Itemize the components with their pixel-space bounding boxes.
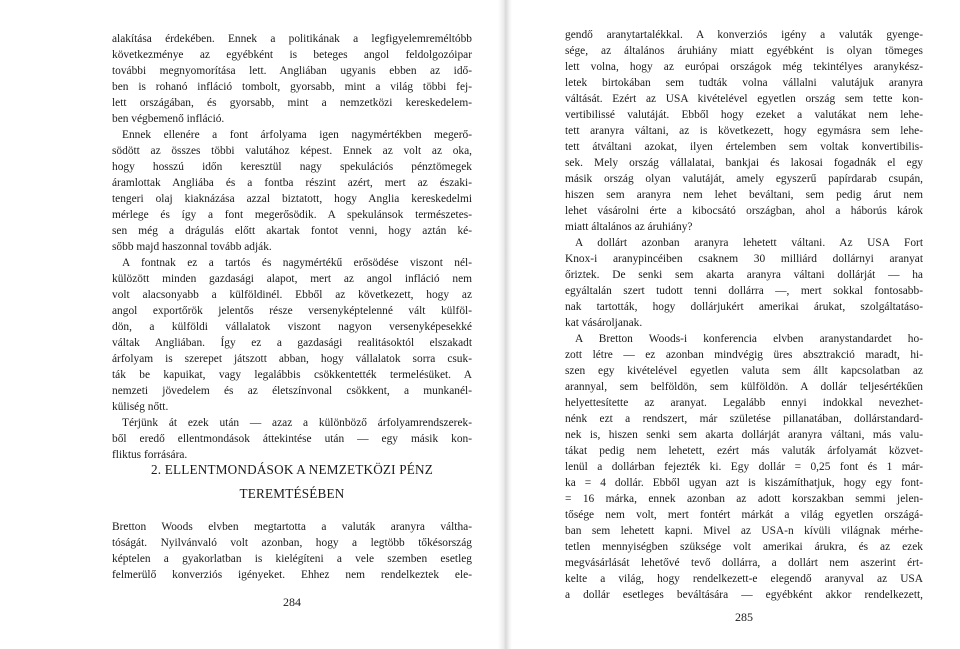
text-line: áramlottak Angliába és a fontba részint azért, mert az északi- [112,177,472,189]
text-line: tóságát. Nyilvánvaló volt azonban, hogy a legtöbb tőkésország [112,537,472,549]
text-line: angol exportőrök jelentős része versenyképtelenné vált külföl- [112,305,472,317]
text-line: másik ország olyan valutáját, amely egyszerű papírdarab csupán, [565,173,923,185]
text-line: ka = 4 dollár. Ebből ugyan azt is kiszámíthatjuk, hogy egy font- [565,477,923,489]
text-line: sen még a drágulás előtt akartak fontot venni, hogy aztán ké- [112,225,472,237]
text-line: külözött minden gazdasági alapot, mert az angol infláció nem [112,273,472,285]
text-line: miatt általános az áruhiány? [565,221,693,233]
text-line: södött az összes többi valutához képest. Ennek az volt az oka, [112,145,472,157]
text-line: szen egy kivételével egyetlen valuta sem állt kapcsolatban az [565,365,923,377]
section-heading-line-2: TEREMTÉSÉBEN [239,486,345,501]
text-line: zott létre — ez azonban mindvégig üres absztrakció maradt, hi- [565,349,923,361]
text-line: vertibilissé valutáját. Ebből hogy ezeket a valutákat nem lehe- [565,109,923,121]
text-line: helyettesítette az aranyat. Legalább ennyi indokkal nevezhet- [565,397,923,409]
text-line: kat vásároljanak. [565,317,643,329]
text-line: sége, az általános áruhiány miatt egyébként is olyan tömeges [565,45,923,57]
text-line: nak tartották, hogy dollárjukért amerikai árukat, szolgáltatáso- [565,301,923,313]
text-line: Knox-i aranypincéiben csaknem 30 milliárd dollárnyi aranyat [565,253,923,265]
text-line: lett országában, és gyorsabb, mint a nemzetközi kereskedelem- [112,97,472,109]
text-line: egyáltalán szert tudott tenni dollárra —, mert sokkal fontosabb- [565,285,923,297]
page-number-left: 284 [283,595,301,609]
text-line: sőbb majd haszonnal tovább adják. [112,241,272,253]
text-line: Ennek ellenére a font árfolyama igen nagymértékben megerő- [122,129,472,141]
text-line: tákat pedig nem lehetett, ezért más valuták árfolyamát közvet- [565,445,923,457]
text-line: következménye az egyébként is beteges angol feldolgozóipar [112,49,472,61]
text-line: lenül a dollárban fejezték ki. Egy dollár = 0,25 font és 1 már- [565,461,923,473]
text-line: tősége nem volt, mert fontért márkát a világ egyetlen országá- [565,509,923,521]
page-number-right: 285 [735,610,753,624]
text-line: ban sem lehetett kapni. Mivel az USA-n kívüli világnak mérhe- [565,525,923,537]
text-line: = 16 márka, ennek azonban az adott korszakban semmi jelen- [565,493,923,505]
text-line: alakítása érdekében. Ennek a politikának a legfigyelemreméltóbb [112,33,472,45]
text-line: Térjünk át ezek után — azaz a különböző árfolyamrendszerek- [122,417,472,429]
text-line: A fontnak ez a tartós és nagymértékű erősödése viszont nél- [122,257,472,269]
text-line: arannyal, sem belföldön, sem külföldön. A dollár teljesértékűen [565,381,923,393]
text-line: árfolyam is szerepet játszott abban, hogy vállalatok sorra csuk- [112,353,472,365]
text-line: ben is rohanó infláció tombolt, gyorsabb, mint a világ többi fej- [112,81,472,93]
text-line: tetlen mennyiségben szüksége volt amerikai árukra, és az ezek [565,541,923,553]
text-line: őriztek. De senki sem akarta aranyra váltani dollárját — ha [565,269,923,281]
text-line: nek is, hiszen senki sem akarta dollárját aranyra váltani, más valu- [565,429,923,441]
text-line: tengeri olaj kiaknázása azzal biztatott, hogy Anglia kereskedelmi [112,193,472,205]
text-line: kelte a világ, hogy rendelkezett-e elegendő aranyval az USA [565,573,923,585]
text-line: ből eredő ellentmondások áttekintése után — egy másik kon- [112,433,472,445]
book-gutter [498,0,512,649]
text-line: a dollár esetleges beváltására — egyébként akkor rendelkezett, [565,589,923,601]
text-line: gendő aranytartalékkal. A konverziós igény a valuták gyenge- [565,29,923,41]
text-line: hiszen sem aranyra nem lehet beváltani, sem pedig árut nem [565,189,923,201]
text-line: ták be kapuikat, vagy legalábbis csökkentették termelésüket. A [112,369,472,381]
text-line: váltását. Ezért az USA kivételével egyetlen ország sem tette kon- [565,93,923,105]
text-line: nemzeti jövedelem és az életszínvonal csökkent, a munkanél- [112,385,472,397]
text-line: volt alacsonyabb a külföldinél. Ebből az következett, hogy az [112,289,472,301]
section-heading-line-1: 2. ELLENTMONDÁSOK A NEMZETKÖZI PÉNZ [150,462,434,477]
text-line: további megnyomorítása lett. Angliában ugyanis ebben az idő- [112,65,472,77]
text-line: lehet vásárolni érte a kibocsátó országban, ahol a háborús károk [565,205,923,217]
text-line: A dollárt azonban aranyra lehetett váltani. Az USA Fort [575,237,923,249]
text-line: letek birtokában sem tudták volna vállalni valutájuk aranyra [565,77,923,89]
text-line: mérlege és így a font megerősödik. A spekulánsok természetes- [112,209,472,221]
text-line: megvásárlását lehetővé tevő dollárra, a dollárt nem aszerint ért- [565,557,923,569]
text-line: Bretton Woods elvben megtartotta a valuták aranyra váltha- [112,521,472,533]
text-line: tett átváltani azokat, ilyen értelemben sem voltak konvertibilis- [565,141,923,153]
text-line: sek. Mely ország vállalatai, bankjai és lakosai fogadnák el egy [565,157,923,169]
text-line: ben végbemenő infláció. [112,113,225,125]
text-line: lett volna, hogy az európai országok még tekintélyes aranykész- [565,61,923,73]
text-line: felmerülő konverziós igényeket. Ehhez nem rendelkeztek ele- [112,569,472,581]
text-line: A Bretton Woods-i konferencia elvben aranystandardet ho- [575,333,923,345]
text-line: hogy hosszú időn keresztül nagy spekulációs pénztömegek [112,161,472,173]
text-line: képtelen a gyakorlatban is kielégíteni a vele szemben esetleg [112,553,472,565]
text-line: dön, a külföldi vállalatok viszont nagyon versenyképesekké [112,321,472,333]
text-line: nénk ezt a rendszert, már születése pillanatában, dollárstandard- [565,413,923,425]
text-line: fliktus forrására. [112,449,188,461]
text-line: küliség nőtt. [112,401,169,413]
text-line: váltak Angliában. Így ez a gazdasági realitásoktól elszakadt [112,337,472,349]
text-line: tett aranyra váltani, az is következett, hogy egymásra sem lehe- [565,125,923,137]
